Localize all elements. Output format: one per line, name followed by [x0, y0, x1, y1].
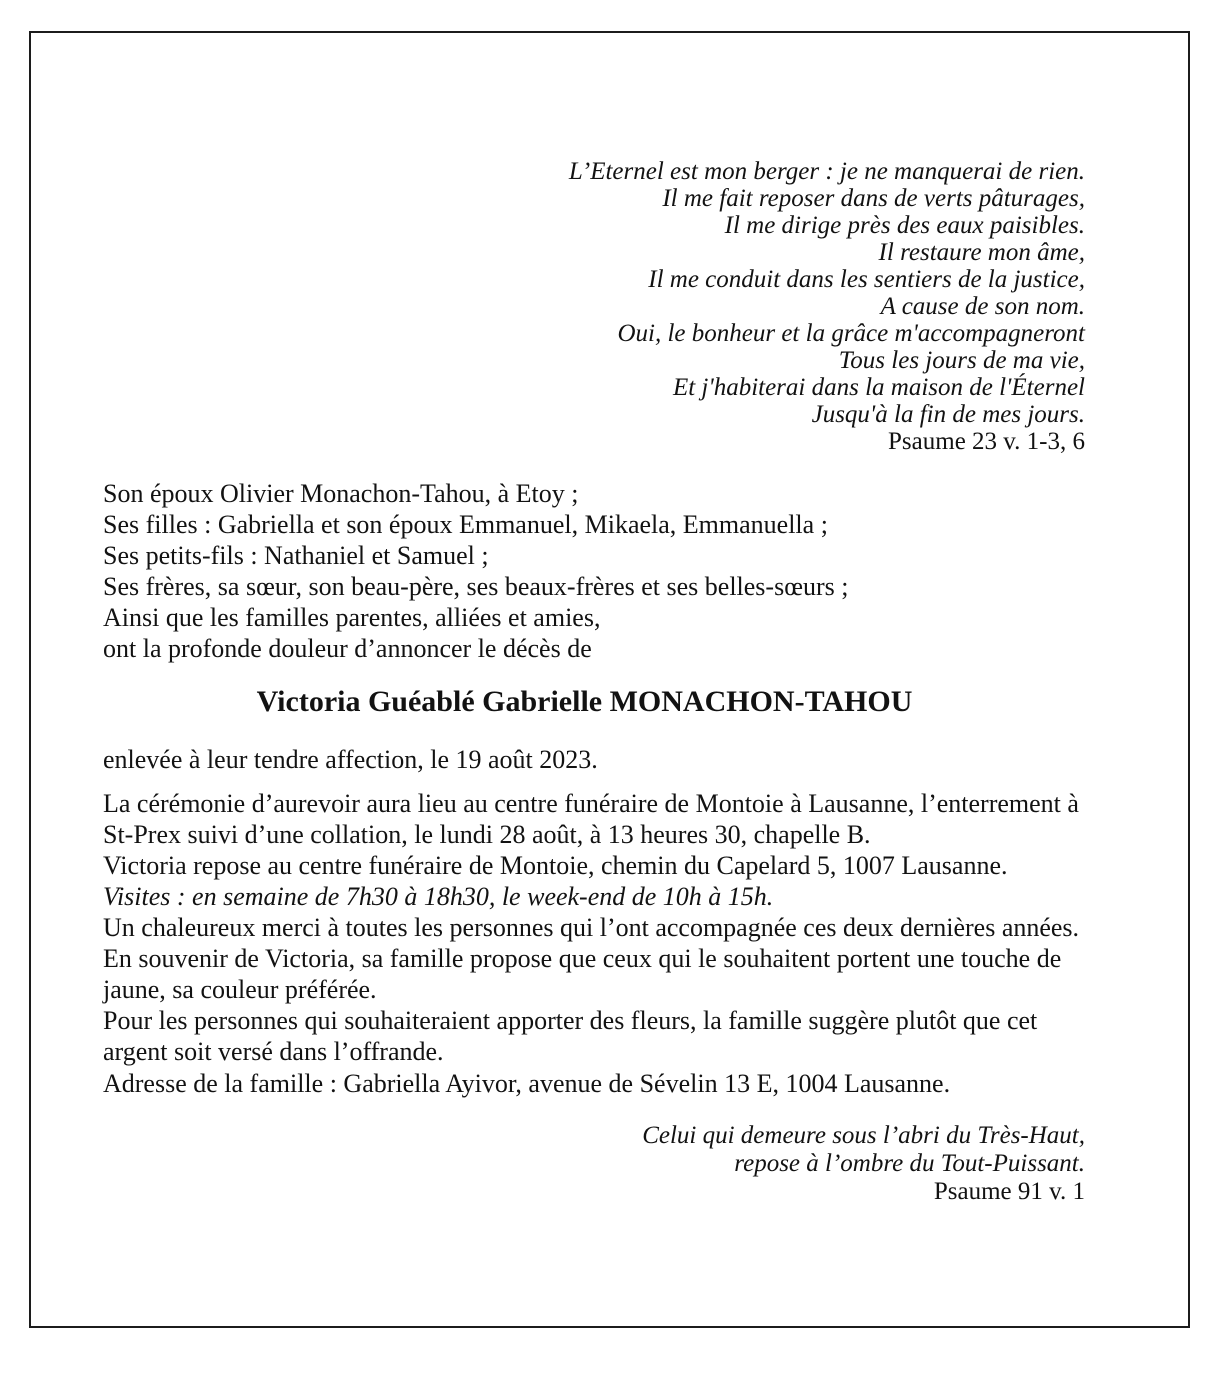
- family-line: Son époux Olivier Monachon-Tahou, à Etoy ;: [103, 479, 579, 508]
- epigraph-line: Il me fait reposer dans de verts pâturages,: [662, 185, 1085, 212]
- psalm-91-epigraph: [642, 1122, 1085, 1206]
- family-line: Ses filles : Gabriella et son époux Emmanuel, Mikaela, Emmanuella ;: [103, 510, 828, 539]
- details-line: En souvenir de Victoria, sa famille propose que ceux qui le souhaitent portent une touche de: [103, 944, 1062, 973]
- epigraph-line: Et j'habiterai dans la maison de l'Éternel: [672, 374, 1085, 401]
- details-line: Un chaleureux merci à toutes les personnes qui l’ont accompagnée ces deux dernières années.: [103, 913, 1080, 942]
- family-line: Ainsi que les familles parentes, alliées et amies,: [103, 603, 601, 632]
- visiting-hours-line: Visites : en semaine de 7h30 à 18h30, le week-end de 10h à 15h.: [103, 882, 774, 911]
- details-line: jaune, sa couleur préférée.: [103, 975, 377, 1004]
- details-line: Victoria repose au centre funéraire de Montoie, chemin du Capelard 5, 1007 Lausanne.: [103, 851, 1008, 880]
- family-address-line: Adresse de la famille : Gabriella Ayivor, avenue de Sévelin 13 E, 1004 Lausanne.: [103, 1069, 951, 1098]
- epigraph-line: Il me dirige près des eaux paisibles.: [724, 212, 1085, 239]
- epigraph-line: L’Eternel est mon berger : je ne manquerai de rien.: [568, 158, 1085, 185]
- epigraph-line: Il restaure mon âme,: [878, 239, 1085, 266]
- psalm-91-reference: Psaume 91 v. 1: [933, 1178, 1085, 1205]
- epigraph-line: A cause de son nom.: [880, 293, 1085, 320]
- family-line: ont la profonde douleur d’annoncer le décès de: [103, 634, 592, 663]
- family-line: Ses frères, sa sœur, son beau-père, ses beaux-frères et ses belles-sœurs ;: [103, 572, 849, 601]
- epigraph-line: Il me conduit dans les sentiers de la justice,: [648, 266, 1085, 293]
- family-list: [103, 478, 848, 664]
- epigraph-line: Celui qui demeure sous l’abri du Très-Haut,: [642, 1122, 1085, 1149]
- details-line: St-Prex suivi d’une collation, le lundi 28 août, à 13 heures 30, chapelle B.: [103, 820, 871, 849]
- epigraph-line: Oui, le bonheur et la grâce m'accompagneront: [617, 320, 1085, 347]
- details-line: La cérémonie d’aurevoir aura lieu au centre funéraire de Montoie à Lausanne, l’enterrement à: [103, 789, 1079, 818]
- ceremony-details: [103, 788, 1079, 1067]
- epigraph-line: repose à l’ombre du Tout-Puissant.: [734, 1150, 1085, 1177]
- details-line: Pour les personnes qui souhaiteraient apporter des fleurs, la famille suggère plutôt que cet: [103, 1006, 1038, 1035]
- psalm-23-reference: Psaume 23 v. 1-3, 6: [888, 428, 1085, 455]
- details-line: argent soit versé dans l’offrande.: [103, 1037, 444, 1066]
- family-line: Ses petits-fils : Nathaniel et Samuel ;: [103, 541, 489, 570]
- death-announcement-line: enlevée à leur tendre affection, le 19 août 2023.: [103, 745, 598, 774]
- deceased-name-heading: Victoria Guéablé Gabrielle MONACHON-TAHOU: [256, 685, 913, 718]
- psalm-23-epigraph: [569, 158, 1085, 455]
- epigraph-line: Tous les jours de ma vie,: [838, 347, 1085, 374]
- epigraph-line: Jusqu'à la fin de mes jours.: [811, 401, 1085, 428]
